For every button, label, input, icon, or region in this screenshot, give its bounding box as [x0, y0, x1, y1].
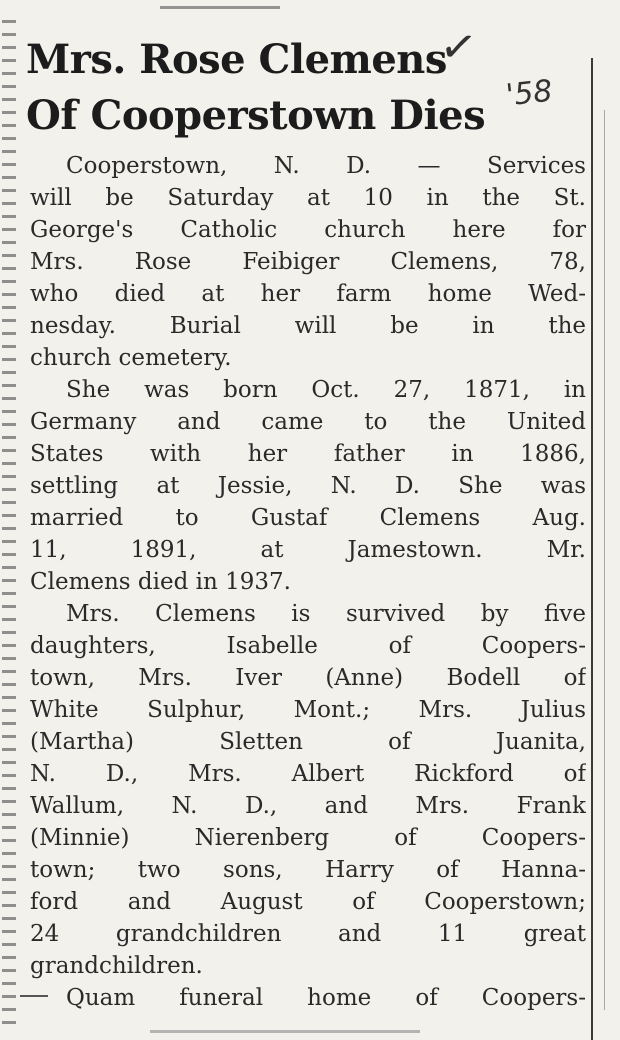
paragraph-1-line: Mrs. Rose Feibiger Clemens, 78, — [30, 249, 586, 275]
paragraph-1-line: George's Catholic church here for — [30, 217, 586, 243]
paragraph-1-line: Cooperstown, N. D. — Services — [66, 153, 586, 179]
paragraph-3-line: N. D., Mrs. Albert Rickford of — [30, 761, 586, 787]
paragraph-3-line: (Martha) Sletten of Juanita, — [30, 729, 586, 755]
pencil-annotation: '58 — [504, 73, 555, 114]
paragraph-3-line: town, Mrs. Iver (Anne) Bodell of — [30, 665, 586, 691]
paragraph-3-line: Wallum, N. D., and Mrs. Frank — [30, 793, 586, 819]
adjacent-column-edge — [604, 110, 605, 1010]
paragraph-3-line: White Sulphur, Mont.; Mrs. Julius — [30, 697, 586, 723]
paragraph-2-line: married to Gustaf Clemens Aug. — [30, 505, 586, 531]
cut-mark — [20, 995, 48, 997]
paragraph-3-line: Mrs. Clemens is survived by five — [66, 601, 586, 627]
top-rule — [160, 6, 280, 9]
headline-line-1: Mrs. Rose Clemens — [26, 36, 447, 83]
headline-line-2: Of Cooperstown Dies — [26, 92, 486, 139]
paragraph-2-line: settling at Jessie, N. D. She was — [30, 473, 586, 499]
torn-left-edge — [2, 20, 16, 1030]
paragraph-2-line: Clemens died in 1937. — [30, 569, 291, 595]
paragraph-1-line: church cemetery. — [30, 345, 232, 371]
paragraph-2-line: Germany and came to the United — [30, 409, 586, 435]
paragraph-2-line: 11, 1891, at Jamestown. Mr. — [30, 537, 586, 563]
pencil-check-mark: ✓ — [436, 19, 481, 76]
paragraph-3-line: grandchildren. — [30, 953, 203, 979]
bottom-cut-edge — [150, 1030, 420, 1033]
paragraph-1-line: who died at her farm home Wed- — [30, 281, 586, 307]
paragraph-3-line: 24 grandchildren and 11 great — [30, 921, 586, 947]
paragraph-3-line: daughters, Isabelle of Coopers- — [30, 633, 586, 659]
paragraph-2-line: She was born Oct. 27, 1871, in — [66, 377, 586, 403]
paragraph-3-line: (Minnie) Nierenberg of Coopers- — [30, 825, 586, 851]
paragraph-3-line: ford and August of Cooperstown; — [30, 889, 586, 915]
paragraph-4-line: Quam funeral home of Coopers- — [66, 985, 586, 1011]
paragraph-1-line: nesday. Burial will be in the — [30, 313, 586, 339]
paragraph-1-line: will be Saturday at 10 in the St. — [30, 185, 586, 211]
paragraph-3-line: town; two sons, Harry of Hanna- — [30, 857, 586, 883]
column-rule — [591, 58, 593, 1040]
paragraph-2-line: States with her father in 1886, — [30, 441, 586, 467]
